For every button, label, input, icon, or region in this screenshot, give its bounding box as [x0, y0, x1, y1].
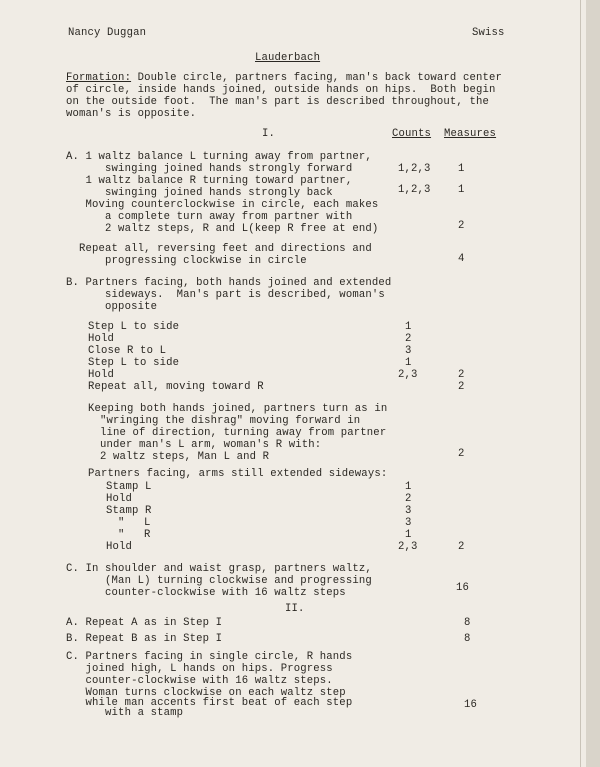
- formation-line-3: on the outside foot. The man's part is described throughout, the: [66, 96, 489, 108]
- a-measure-1: 1: [458, 163, 465, 175]
- a-repeat-measure: 4: [458, 253, 465, 265]
- b-arms-line: Partners facing, arms still extended sideways:: [88, 468, 388, 480]
- b-step-3: Close R to L: [88, 345, 167, 357]
- b-stamp-6: Hold: [106, 541, 133, 553]
- p2-c-3: counter-clockwise with 16 waltz steps.: [66, 675, 333, 687]
- page-edge: [580, 0, 581, 767]
- b-count-4: 1: [405, 357, 412, 369]
- a-line-1: A. 1 waltz balance L turning away from partner,: [66, 151, 372, 163]
- b-step-4: Step L to side: [88, 357, 180, 369]
- b-stamp-count-5: 1: [405, 529, 412, 541]
- a-measure-2: 1: [458, 184, 465, 196]
- b-stamp-count-6: 2,3: [398, 541, 418, 553]
- b-stamp-count-2: 2: [405, 493, 412, 505]
- a-repeat-1: Repeat all, reversing feet and directions and: [66, 243, 372, 255]
- b-stamp-4: " L: [118, 517, 151, 529]
- b-stamp-3: Stamp R: [106, 505, 152, 517]
- p2-c-1: C. Partners facing in single circle, R hands: [66, 651, 353, 663]
- part-one-heading: I.: [262, 128, 276, 140]
- a-line-2: swinging joined hands strongly forward: [66, 163, 353, 175]
- c-measure: 16: [456, 582, 470, 594]
- author: Nancy Duggan: [68, 27, 147, 39]
- b-intro-3: opposite: [66, 301, 158, 313]
- b-intro-1: B. Partners facing, both hands joined and extended: [66, 277, 392, 289]
- formation-line-4: woman's is opposite.: [66, 108, 197, 120]
- p2-c-5: while man accents first beat of each step: [66, 697, 353, 709]
- p2-c-4: Woman turns clockwise on each waltz step: [66, 687, 346, 699]
- dance-title: Lauderbach: [255, 52, 321, 64]
- b-step-2: Hold: [88, 333, 115, 345]
- a-count-1: 1,2,3: [398, 163, 431, 175]
- a-repeat-2: progressing clockwise in circle: [66, 255, 307, 267]
- b-keep-3: line of direction, turning away from partner: [100, 427, 387, 439]
- p2-a: A. Repeat A as in Step I: [66, 617, 223, 629]
- measures-header: Measures: [444, 128, 497, 140]
- a-line-7: 2 waltz steps, R and L(keep R free at end): [66, 223, 379, 235]
- b-stamp-1: Stamp L: [106, 481, 152, 493]
- part-two-heading: II.: [285, 603, 305, 615]
- p2-b: B. Repeat B as in Step I: [66, 633, 223, 645]
- b-count-1: 1: [405, 321, 412, 333]
- origin: Swiss: [472, 27, 505, 39]
- a-line-5: Moving counterclockwise in circle, each makes: [66, 199, 379, 211]
- p2-c-2: joined high, L hands on hips. Progress: [66, 663, 333, 675]
- b-keep-measure: 2: [458, 448, 465, 460]
- b-stamp-count-4: 3: [405, 517, 412, 529]
- b-stamp-5: " R: [118, 529, 151, 541]
- b-keep-4: under man's L arm, woman's R with:: [100, 439, 322, 451]
- b-intro-2: sideways. Man's part is described, woman's: [66, 289, 385, 301]
- p2-b-measure: 8: [464, 633, 471, 645]
- b-count-3: 3: [405, 345, 412, 357]
- counts-header: Counts: [392, 128, 432, 140]
- b-stamp-count-1: 1: [405, 481, 412, 493]
- a-line-4: swinging joined hands strongly back: [66, 187, 333, 199]
- b-keep-5: 2 waltz steps, Man L and R: [100, 451, 270, 463]
- b-measure-2: 2: [458, 381, 465, 393]
- b-count-5: 2,3: [398, 369, 418, 381]
- b-keep-2: "wringing the dishrag" moving forward in: [100, 415, 361, 427]
- b-count-2: 2: [405, 333, 412, 345]
- b-stamp-measure: 2: [458, 541, 465, 553]
- p2-c-measure: 16: [464, 699, 478, 711]
- b-step-5: Hold: [88, 369, 115, 381]
- formation-label: Formation: Double circle, partners facing, man's back toward center: [66, 72, 502, 84]
- b-stamp-count-3: 3: [405, 505, 412, 517]
- p2-a-measure: 8: [464, 617, 471, 629]
- c-line-2: (Man L) turning clockwise and progressing: [66, 575, 372, 587]
- b-keep-1: Keeping both hands joined, partners turn as in: [88, 403, 388, 415]
- formation-line-1: Double circle, partners facing, man's back toward center: [131, 72, 502, 84]
- a-count-2: 1,2,3: [398, 184, 431, 196]
- b-step-6: Repeat all, moving toward R: [88, 381, 264, 393]
- b-measure-1: 2: [458, 369, 465, 381]
- a-line-3: 1 waltz balance R turning toward partner,: [66, 175, 353, 187]
- c-line-1: C. In shoulder and waist grasp, partners waltz,: [66, 563, 372, 575]
- formation-line-2: of circle, inside hands joined, outside hands on hips. Both begin: [66, 84, 496, 96]
- c-line-3: counter-clockwise with 16 waltz steps: [66, 587, 346, 599]
- b-step-1: Step L to side: [88, 321, 180, 333]
- p2-c-6: with a stamp: [66, 707, 184, 719]
- a-measure-3: 2: [458, 220, 465, 232]
- b-stamp-2: Hold: [106, 493, 133, 505]
- a-line-6: a complete turn away from partner with: [66, 211, 353, 223]
